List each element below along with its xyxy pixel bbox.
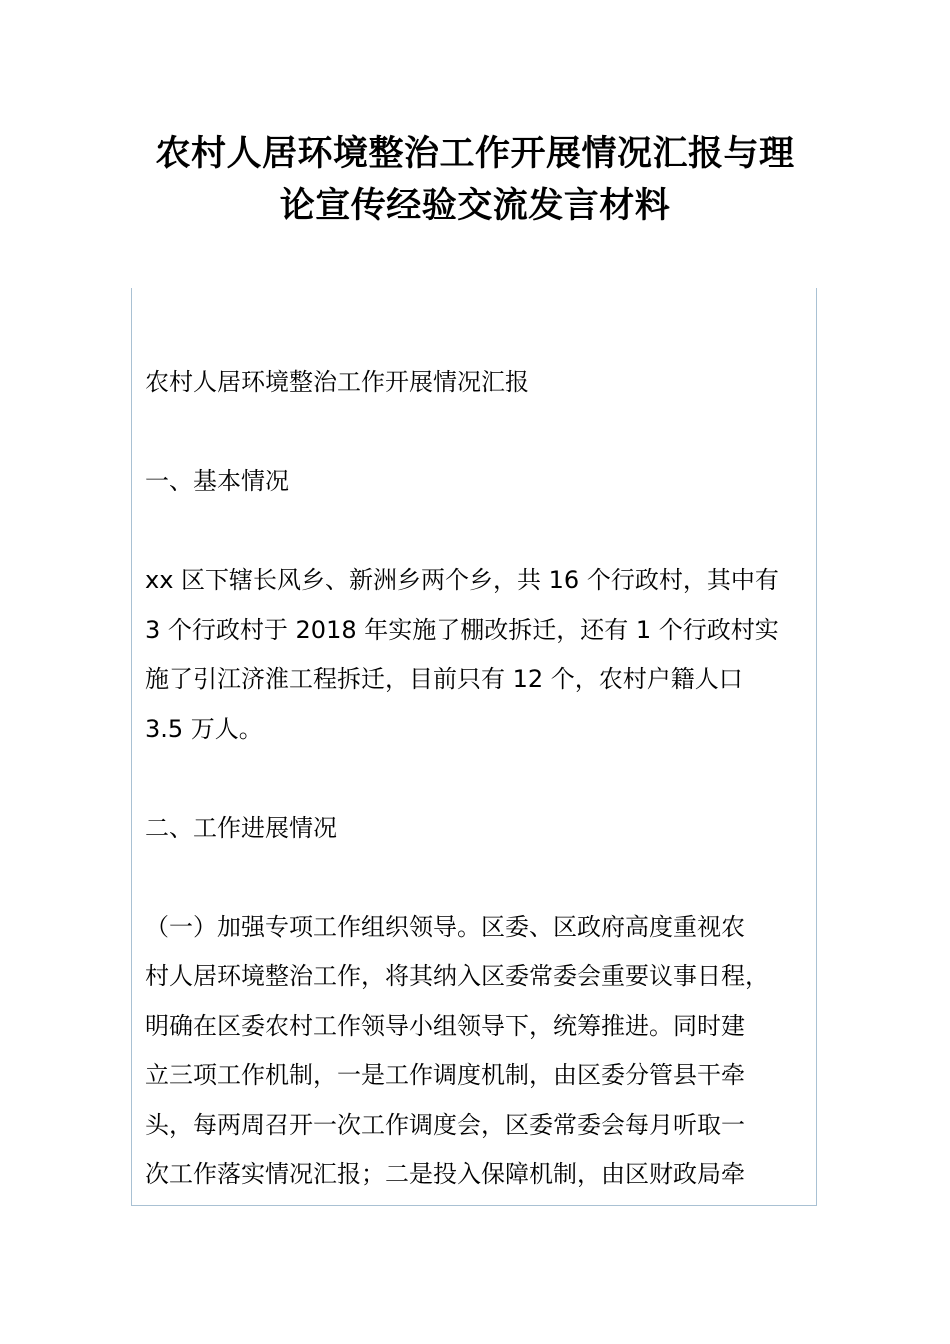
title-line-2: 论宣传经验交流发言材料	[279, 186, 671, 226]
title-line-1: 农村人居环境整治工作开展情况汇报与理	[155, 134, 795, 174]
text-line: xx 区下辖长风乡、新洲乡两个乡，共 16 个行政村，其中有	[145, 566, 779, 594]
text-line: 3.5 万人。	[145, 714, 263, 743]
spacer	[145, 507, 809, 557]
spacer	[145, 754, 809, 804]
text-line: 头，每两周召开一次工作调度会，区委常委会每月听取一	[145, 1110, 745, 1139]
section-heading: 农村人居环境整治工作开展情况汇报	[145, 368, 529, 396]
text-line: 明确在区委农村工作领导小组领导下，统筹推进。同时建	[145, 1011, 745, 1040]
spacer	[145, 408, 809, 458]
content-body	[145, 358, 809, 1200]
text-line: 3 个行政村于 2018 年实施了棚改拆迁，还有 1 个行政村实	[145, 615, 779, 644]
content-frame	[131, 288, 817, 1206]
spacer	[145, 853, 809, 903]
text-line: 立三项工作机制，一是工作调度机制，由区委分管县干牵	[145, 1061, 745, 1089]
document-title	[60, 128, 890, 232]
text-line: 村人居环境整治工作，将其纳入区委常委会重要议事日程，	[145, 962, 769, 990]
text-line: 施了引江济淮工程拆迁，目前只有 12 个，农村户籍人口	[145, 665, 743, 693]
text-line: 次工作落实情况汇报；二是投入保障机制，由区财政局牵	[145, 1160, 745, 1188]
heading-basic-situation: 一、基本情况	[145, 467, 289, 495]
paragraph-work-progress	[145, 903, 809, 1200]
text-line: （一）加强专项工作组织领导。区委、区政府高度重视农	[145, 912, 745, 941]
heading-work-progress: 二、工作进展情况	[145, 813, 337, 842]
paragraph-basic-situation	[145, 556, 809, 754]
